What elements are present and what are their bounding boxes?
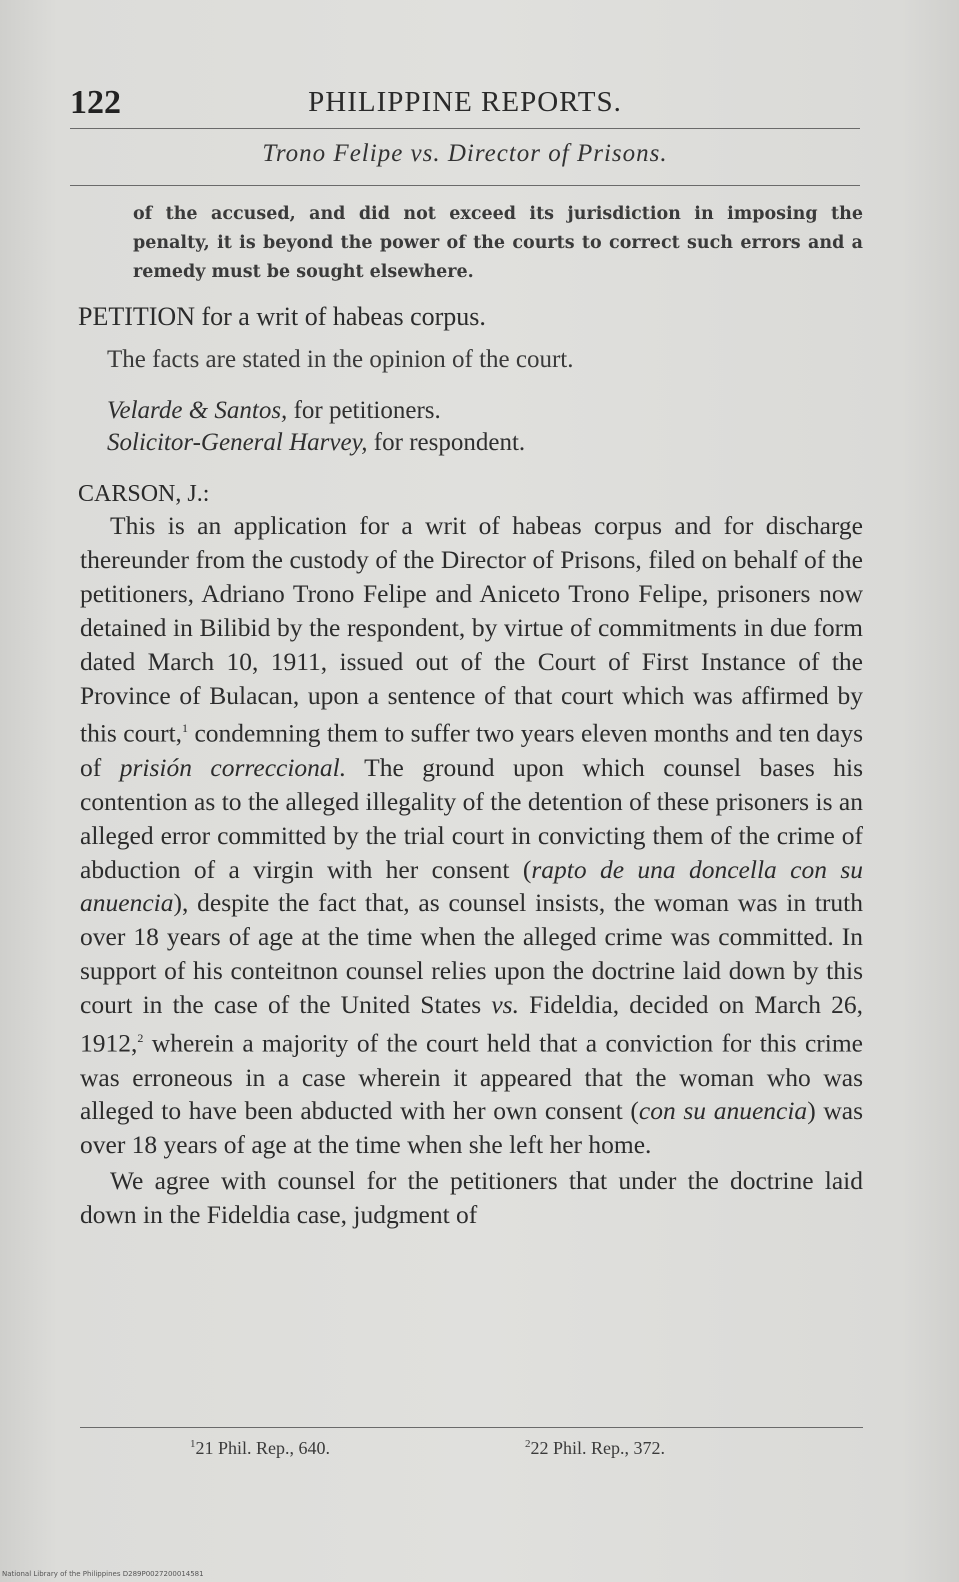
opinion-paragraph-2: We agree with counsel for the petitioners that under the doctrine laid down in the Fideldia case, judgment of	[80, 1166, 863, 1230]
page-header	[70, 82, 860, 122]
syllabus-text: of the accused, and did not exceed its jurisdiction in imposing the penalty, it is beyond the power of the courts to correct such errors and a remedy must be sought elsewhere.	[133, 204, 863, 282]
opinion-text: ) was over 18 years of age at the time when she left her home.	[80, 1096, 863, 1160]
opinion-paragraph-1	[80, 509, 863, 1162]
footnote-text: 21 Phil. Rep., 640.	[195, 1438, 331, 1458]
judge-name: CARSON, J.:	[78, 481, 210, 507]
opinion-body	[80, 509, 863, 1232]
counsel-respondent	[107, 427, 867, 459]
counsel-respondent-role: for respondent.	[367, 429, 526, 456]
opinion-italic: rapto de una doncella con su anuencia	[80, 854, 863, 918]
scan-stamp: National Library of the Philippines D289P0027200014581	[2, 1570, 204, 1578]
counsel-petitioners-role: for petitioners.	[287, 397, 441, 424]
facts-line: The facts are stated in the opinion of the court.	[107, 346, 574, 373]
counsel-block	[107, 395, 867, 459]
opinion-text: The ground upon which counsel bases his contention as to the alleged illegality of the detention of these prisoners is an alleged error committed by the trial court in convicting them of the crime of abduction of a virgin with her consent (	[80, 752, 863, 884]
opinion-text: condemning them to suffer two years eleven months and ten days of	[80, 718, 863, 782]
footnote-ref-1: 1	[182, 721, 189, 736]
opinion-text: wherein a majority of the court held that a conviction for this crime was erroneous in a case wherein it appeared that the woman who was alleged to have been abducted with her own consent (	[80, 1028, 863, 1126]
footnote-ref-2: 2	[137, 1031, 144, 1046]
running-title: PHILIPPINE REPORTS.	[308, 86, 622, 118]
opinion-italic: prisión correccional.	[119, 752, 347, 782]
case-title: Trono Felipe vs. Director of Prisons.	[262, 140, 668, 167]
footnote-text: 22 Phil. Rep., 372.	[530, 1438, 666, 1458]
page-number: 122	[70, 84, 121, 121]
header-rule-bottom	[70, 185, 860, 186]
petition-line: PETITION for a writ of habeas corpus.	[78, 302, 486, 331]
footnote-rule	[80, 1427, 863, 1428]
opinion-text: ), despite the fact that, as counsel insists, the woman was in truth over 18 years of age at the time when the alleged crime was committed. In support of his conteitnon counsel relies upon the doctrine laid down by this court in the case of the United States	[80, 888, 863, 1020]
opinion-italic: con su anuencia	[638, 1096, 808, 1126]
footnote-mark: 1	[190, 1438, 196, 1450]
counsel-respondent-name: Solicitor-General Harvey,	[107, 429, 368, 456]
footnote-mark: 2	[525, 1438, 531, 1450]
footnote-2	[525, 1438, 665, 1459]
footnote-1	[190, 1438, 330, 1459]
opinion-italic: vs.	[491, 990, 519, 1020]
counsel-petitioners-name: Velarde & Santos,	[107, 397, 288, 424]
opinion-text: Fideldia, decided on March 26, 1912,	[80, 990, 863, 1058]
opinion-text: This is an application for a writ of habeas corpus and for discharge thereunder from the custody of the Director of Prisons, filed on behalf of the petitioners, Adriano Trono Felipe and Aniceto Trono Felipe, prisoners now detained in Bilibid by the respondent, by virtue of commitments in due form dated March 10, 1911, issued out of the Court of First Instance of the Province of Bulacan, upon a sentence of that court which was affirmed by this court,	[80, 511, 863, 748]
counsel-petitioners	[107, 395, 867, 427]
header-rule-top	[70, 128, 860, 129]
